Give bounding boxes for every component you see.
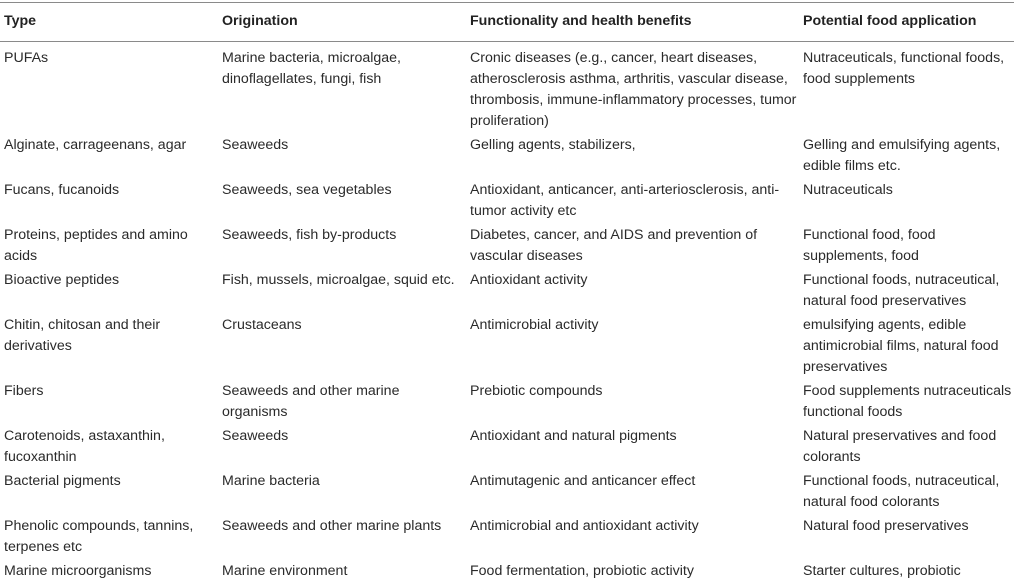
cell-type: Alginate, carrageenans, agar (4, 137, 187, 153)
cell-origination: Marine bacteria (222, 473, 320, 489)
cell-functionality: Antioxidant, anticancer, anti-arteriosclerosis, anti-tumor activity etc (470, 182, 780, 219)
table-row (0, 133, 1014, 178)
cell-functionality: Prebiotic compounds (470, 383, 603, 399)
cell-type: Marine microorganisms (4, 563, 152, 579)
cell-application: emulsifying agents, edible antimicrobial films, natural food preservatives (803, 317, 999, 375)
table-row (0, 469, 1014, 514)
table-row (0, 424, 1014, 469)
cell-application: Natural preservatives and food colorants (803, 428, 997, 465)
table-row (0, 559, 1014, 583)
table-row (0, 42, 1014, 134)
cell-origination: Fish, mussels, microalgae, squid etc. (222, 272, 455, 288)
cell-application: Functional foods, nutraceutical, natural food preservatives (803, 272, 1000, 309)
table-row (0, 379, 1014, 424)
table-row (0, 178, 1014, 223)
cell-type: PUFAs (4, 50, 49, 66)
cell-functionality: Diabetes, cancer, and AIDS and prevention of vascular diseases (470, 227, 758, 264)
cell-type: Carotenoids, astaxanthin, fucoxanthin (4, 428, 165, 465)
cell-functionality: Antimicrobial activity (470, 317, 599, 333)
cell-origination: Marine environment (222, 563, 348, 579)
cell-application: Natural food preservatives (803, 518, 969, 534)
cell-application: Food supplements nutraceuticals functional foods (803, 383, 1012, 420)
cell-functionality: Antioxidant activity (470, 272, 588, 288)
cell-functionality: Gelling agents, stabilizers, (470, 137, 636, 153)
cell-type: Proteins, peptides and amino acids (4, 227, 188, 264)
cell-functionality: Antioxidant and natural pigments (470, 428, 677, 444)
cell-origination: Seaweeds (222, 137, 289, 153)
cell-application: Gelling and emulsifying agents, edible films etc. (803, 137, 1001, 174)
marine-bioactives-table (0, 2, 1014, 583)
cell-application: Nutraceuticals, functional foods, food supplements (803, 50, 1005, 87)
cell-application: Functional foods, nutraceutical, natural food colorants (803, 473, 1000, 510)
cell-functionality: Cronic diseases (e.g., cancer, heart diseases, atherosclerosis asthma, arthritis, vascular disease, thrombosis, immune-inflammatory processes, tumor proliferation) (470, 50, 797, 129)
cell-application: Starter cultures, probiotic (803, 563, 961, 579)
header-application: Potential food application (803, 13, 977, 29)
table-row (0, 223, 1014, 268)
header-functionality: Functionality and health benefits (470, 13, 692, 29)
table-row (0, 313, 1014, 379)
cell-origination: Crustaceans (222, 317, 302, 333)
cell-type: Phenolic compounds, tannins, terpenes etc (4, 518, 194, 555)
cell-functionality: Antimutagenic and anticancer effect (470, 473, 696, 489)
cell-functionality: Antimicrobial and antioxidant activity (470, 518, 699, 534)
cell-application: Nutraceuticals (803, 182, 893, 198)
cell-origination: Seaweeds (222, 428, 289, 444)
table-row (0, 268, 1014, 313)
cell-origination: Marine bacteria, microalgae, dinoflagellates, fungi, fish (222, 50, 401, 87)
cell-type: Bacterial pigments (4, 473, 121, 489)
cell-origination: Seaweeds, fish by-products (222, 227, 397, 243)
cell-functionality: Food fermentation, probiotic activity (470, 563, 694, 579)
cell-origination: Seaweeds, sea vegetables (222, 182, 392, 198)
cell-application: Functional food, food supplements, food (803, 227, 936, 264)
cell-origination: Seaweeds and other marine organisms (222, 383, 400, 420)
table-row (0, 514, 1014, 559)
cell-type: Chitin, chitosan and their derivatives (4, 317, 161, 354)
cell-type: Fibers (4, 383, 44, 399)
cell-type: Fucans, fucanoids (4, 182, 120, 198)
table-header-row (0, 3, 1014, 42)
cell-type: Bioactive peptides (4, 272, 120, 288)
header-type: Type (4, 13, 37, 29)
cell-origination: Seaweeds and other marine plants (222, 518, 442, 534)
header-origination: Origination (222, 13, 298, 29)
